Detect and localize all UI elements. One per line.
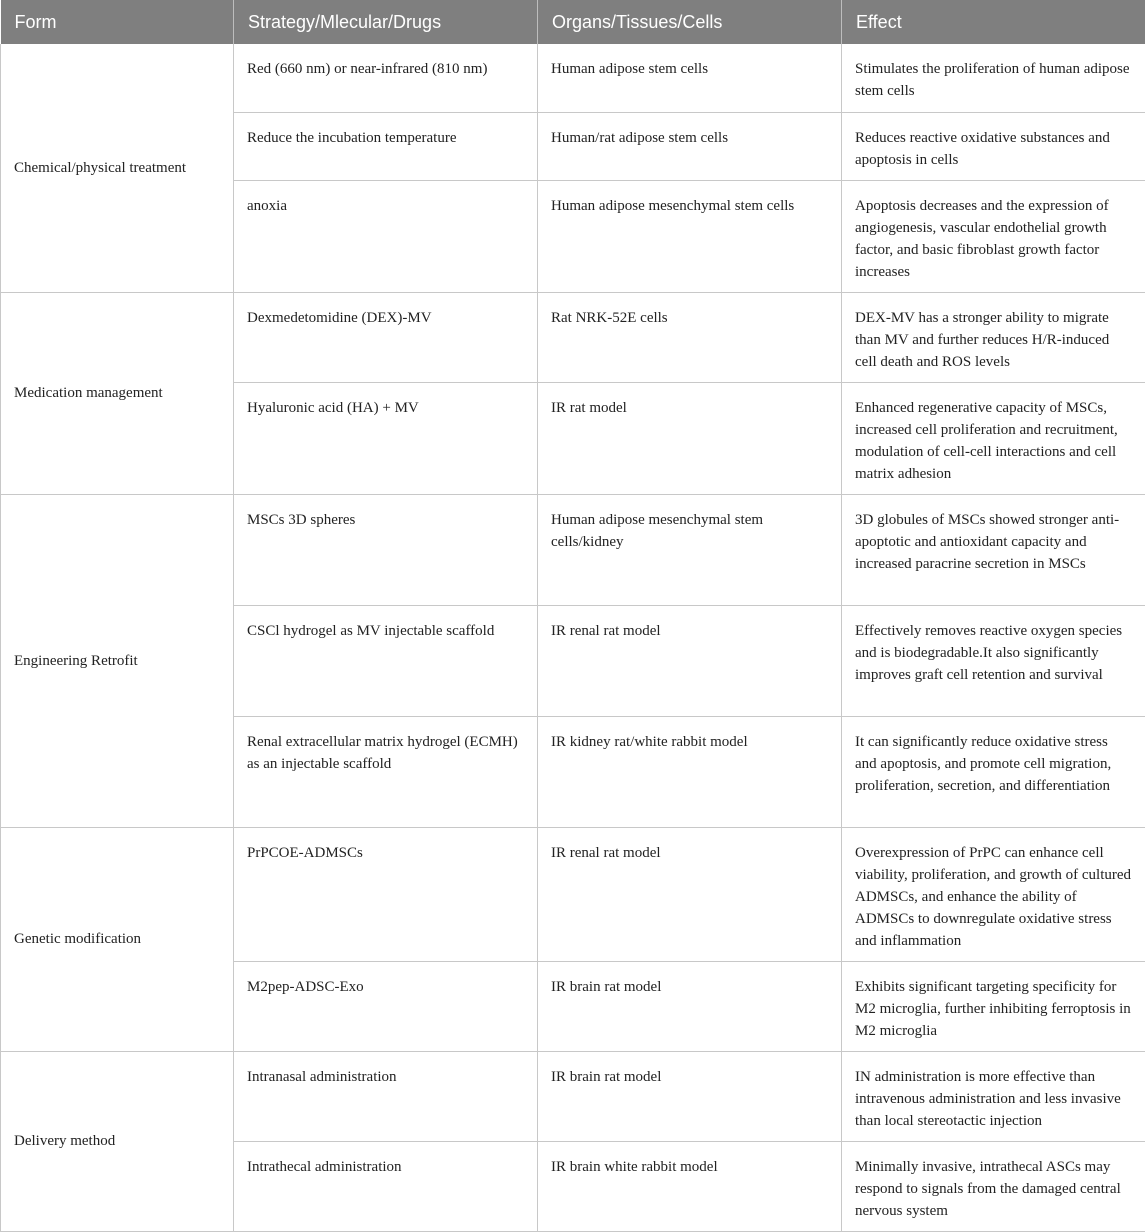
effect-cell: Reduces reactive oxidative substances and apoptosis in cells: [842, 112, 1145, 180]
effect-cell: IN administration is more effective than intravenous administration and less invasive than local stereotactic injection: [842, 1051, 1145, 1141]
form-cell: Delivery method: [1, 1051, 234, 1231]
effect-cell: Enhanced regenerative capacity of MSCs, increased cell proliferation and recruitment, modulation of cell-cell interactions and cell matrix adhesion: [842, 382, 1145, 494]
organs-cell: IR brain rat model: [538, 1051, 842, 1141]
organs-cell: IR brain rat model: [538, 961, 842, 1051]
effect-cell: Minimally invasive, intrathecal ASCs may respond to signals from the damaged central nervous system: [842, 1141, 1145, 1231]
table-row: [1, 494, 1145, 605]
form-cell: Engineering Retrofit: [1, 494, 234, 827]
strategy-cell: PrPCOE-ADMSCs: [234, 827, 538, 961]
organs-cell: IR kidney rat/white rabbit model: [538, 716, 842, 827]
header-row: [1, 0, 1145, 44]
header-strategy: Strategy/Mlecular/Drugs: [234, 0, 538, 44]
strategy-cell: Intrathecal administration: [234, 1141, 538, 1231]
organs-cell: Human adipose mesenchymal stem cells/kidney: [538, 494, 842, 605]
strategy-cell: anoxia: [234, 180, 538, 292]
organs-cell: Human adipose stem cells: [538, 44, 842, 112]
effect-cell: Overexpression of PrPC can enhance cell viability, proliferation, and growth of cultured ADMSCs, and enhance the ability of ADMSCs to downregulate oxidative stress and inflammation: [842, 827, 1145, 961]
table-body: [1, 44, 1145, 1231]
header-organs: Organs/Tissues/Cells: [538, 0, 842, 44]
strategy-cell: Hyaluronic acid (HA) + MV: [234, 382, 538, 494]
table-row: [1, 44, 1145, 112]
effect-cell: Effectively removes reactive oxygen species and is biodegradable.It also significantly improves graft cell retention and survival: [842, 605, 1145, 716]
organs-cell: Human/rat adipose stem cells: [538, 112, 842, 180]
header-effect: Effect: [842, 0, 1145, 44]
table-row: [1, 827, 1145, 961]
strategy-cell: CSCl hydrogel as MV injectable scaffold: [234, 605, 538, 716]
form-cell: Chemical/physical treatment: [1, 44, 234, 292]
effect-cell: It can significantly reduce oxidative stress and apoptosis, and promote cell migration, proliferation, secretion, and differentiation: [842, 716, 1145, 827]
effect-cell: Stimulates the proliferation of human adipose stem cells: [842, 44, 1145, 112]
strategy-cell: Dexmedetomidine (DEX)-MV: [234, 292, 538, 382]
organs-cell: Rat NRK-52E cells: [538, 292, 842, 382]
organs-cell: Human adipose mesenchymal stem cells: [538, 180, 842, 292]
header-form: Form: [1, 0, 234, 44]
organs-cell: IR renal rat model: [538, 605, 842, 716]
form-cell: Genetic modification: [1, 827, 234, 1051]
effect-cell: DEX-MV has a stronger ability to migrate than MV and further reduces H/R-induced cell death and ROS levels: [842, 292, 1145, 382]
organs-cell: IR rat model: [538, 382, 842, 494]
strategy-cell: Renal extracellular matrix hydrogel (ECMH) as an injectable scaffold: [234, 716, 538, 827]
table-row: [1, 1051, 1145, 1141]
table-row: [1, 292, 1145, 382]
effect-cell: Apoptosis decreases and the expression of angiogenesis, vascular endothelial growth factor, and basic fibroblast growth factor increases: [842, 180, 1145, 292]
strategy-cell: Intranasal administration: [234, 1051, 538, 1141]
effect-cell: Exhibits significant targeting specificity for M2 microglia, further inhibiting ferroptosis in M2 microglia: [842, 961, 1145, 1051]
form-cell: Medication management: [1, 292, 234, 494]
table-header: [1, 0, 1145, 44]
strategy-cell: Red (660 nm) or near-infrared (810 nm): [234, 44, 538, 112]
organs-cell: IR renal rat model: [538, 827, 842, 961]
organs-cell: IR brain white rabbit model: [538, 1141, 842, 1231]
strategy-cell: Reduce the incubation temperature: [234, 112, 538, 180]
strategy-cell: M2pep-ADSC-Exo: [234, 961, 538, 1051]
strategy-cell: MSCs 3D spheres: [234, 494, 538, 605]
effect-cell: 3D globules of MSCs showed stronger anti-apoptotic and antioxidant capacity and increased paracrine secretion in MSCs: [842, 494, 1145, 605]
